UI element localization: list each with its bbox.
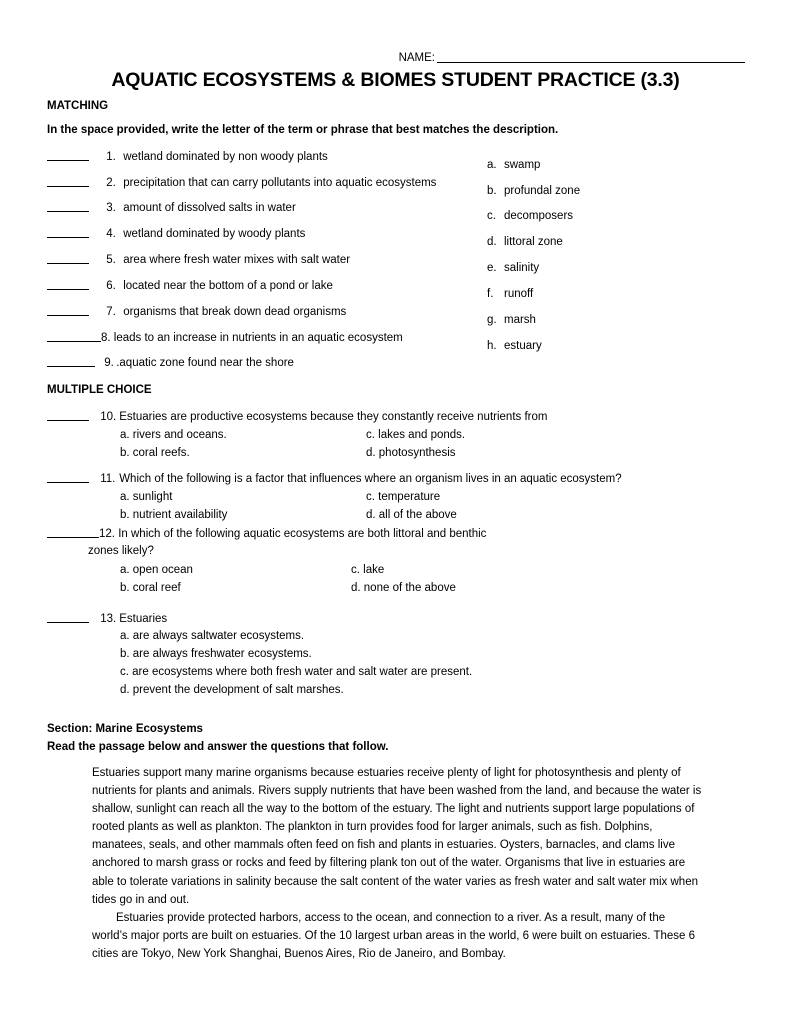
passage-paragraph-1: Estuaries support many marine organisms because estuaries receive plenty of light for photosynthesis and plenty of nutrients for plants and animals. Rivers supply nutrients that have been washed from the land, and because the water is shallow, sunlight can reach all the way to the bottom of the estuary. The light and nutrients support large populations of rooted plants as well as plankton. The plankton in turn provides food for larger animals, such as fish. Dolphins, manatees, seals, and other mammals often feed on fish and plants in estuaries. Oysters, barnacles, and clams live anchored to marsh grass or rocks and feed by filtering plank ton out of the water. Organisms that live in estuaries are able to tolerate variations in salinity because the salt content of the water varies as fresh water and salt water mix when tides go in and out.	[92, 767, 702, 906]
choice-option[interactable]: d. prevent the development of salt marshes.	[120, 684, 344, 696]
answer-blank[interactable]	[47, 227, 89, 238]
answer-blank[interactable]	[47, 150, 89, 161]
question-10: 10. Estuaries are productive ecosystems because they constantly receive nutrients from	[47, 410, 547, 423]
matching-item: 8. leads to an increase in nutrients in an aquatic ecosystem	[47, 331, 403, 344]
choice-option[interactable]: b. are always freshwater ecosystems.	[120, 648, 312, 660]
matching-term: f. runoff	[487, 288, 534, 300]
choice-option[interactable]: d. all of the above	[366, 509, 457, 521]
matching-term: b. profundal zone	[487, 185, 581, 197]
question-13: 13. Estuaries	[47, 612, 167, 625]
matching-term: d. littoral zone	[487, 236, 563, 248]
section-heading: Section: Marine Ecosystems	[47, 723, 203, 735]
choice-option[interactable]: d. none of the above	[351, 582, 456, 594]
answer-blank[interactable]	[47, 356, 95, 367]
choice-option[interactable]: b. coral reef	[120, 582, 181, 594]
choice-option[interactable]: a. sunlight	[120, 491, 173, 503]
question-12: 12. In which of the following aquatic ecosystems are both littoral and benthic	[47, 527, 486, 540]
answer-blank[interactable]	[47, 527, 99, 538]
matching-term: g. marsh	[487, 314, 536, 326]
choice-option[interactable]: a. rivers and oceans.	[120, 429, 227, 441]
answer-blank[interactable]	[47, 331, 101, 342]
name-blank[interactable]	[437, 62, 745, 63]
matching-item: 1. wetland dominated by non woody plants	[47, 150, 328, 163]
answer-blank[interactable]	[47, 305, 89, 316]
matching-item: 5. area where fresh water mixes with salt water	[47, 253, 350, 266]
matching-item: 4. wetland dominated by woody plants	[47, 227, 305, 240]
choice-option[interactable]: d. photosynthesis	[366, 447, 456, 459]
choice-option[interactable]: b. coral reefs.	[120, 447, 190, 459]
matching-heading: MATCHING	[47, 100, 109, 112]
matching-item: 7. organisms that break down dead organisms	[47, 305, 346, 318]
answer-blank[interactable]	[47, 201, 89, 212]
passage	[92, 764, 702, 963]
choice-option[interactable]: c. lakes and ponds.	[366, 429, 466, 441]
choice-option[interactable]: c. temperature	[366, 491, 441, 503]
answer-blank[interactable]	[47, 176, 89, 187]
choice-option[interactable]: a. open ocean	[120, 564, 193, 576]
matching-item: 2. precipitation that can carry pollutants into aquatic ecosystems	[47, 176, 436, 189]
matching-term: h. estuary	[487, 340, 542, 352]
name-field[interactable]	[399, 52, 745, 64]
matching-item: 3. amount of dissolved salts in water	[47, 201, 296, 214]
matching-instructions: In the space provided, write the letter of the term or phrase that best matches the description.	[47, 124, 559, 136]
answer-blank[interactable]	[47, 410, 89, 421]
choice-option[interactable]: c. are ecosystems where both fresh water and salt water are present.	[120, 666, 473, 678]
page-title: AQUATIC ECOSYSTEMS & BIOMES STUDENT PRACTICE (3.3)	[111, 69, 680, 91]
answer-blank[interactable]	[47, 279, 89, 290]
answer-blank[interactable]	[47, 472, 89, 483]
choice-option[interactable]: c. lake	[351, 564, 385, 576]
matching-term: e. salinity	[487, 262, 540, 274]
name-label: NAME:	[398, 52, 435, 64]
passage-instructions: Read the passage below and answer the questions that follow.	[47, 741, 389, 753]
question-11: 11. Which of the following is a factor that influences where an organism lives in an aquatic ecosystem?	[47, 472, 622, 485]
answer-blank[interactable]	[47, 612, 89, 623]
choice-option[interactable]: a. are always saltwater ecosystems.	[120, 630, 305, 642]
matching-item: 9. .aquatic zone found near the shore	[47, 356, 294, 369]
choice-option[interactable]: b. nutrient availability	[120, 509, 228, 521]
answer-blank[interactable]	[47, 253, 89, 264]
question-12-continued: zones likely?	[88, 545, 154, 557]
matching-term: a. swamp	[487, 159, 541, 171]
passage-paragraph-2: Estuaries provide protected harbors, access to the ocean, and connection to a river. As a result, many of the world’s major ports are built on estuaries. Of the 10 largest urban areas in the world, 6 were built on estuaries. These 6 cities are Tokyo, New York Shanghai, Buenos Aires, Rio de Janeiro, and Bombay.	[92, 911, 696, 960]
matching-term: c. decomposers	[487, 210, 574, 222]
mc-heading: MULTIPLE CHOICE	[47, 384, 152, 396]
matching-item: 6. located near the bottom of a pond or lake	[47, 279, 333, 292]
